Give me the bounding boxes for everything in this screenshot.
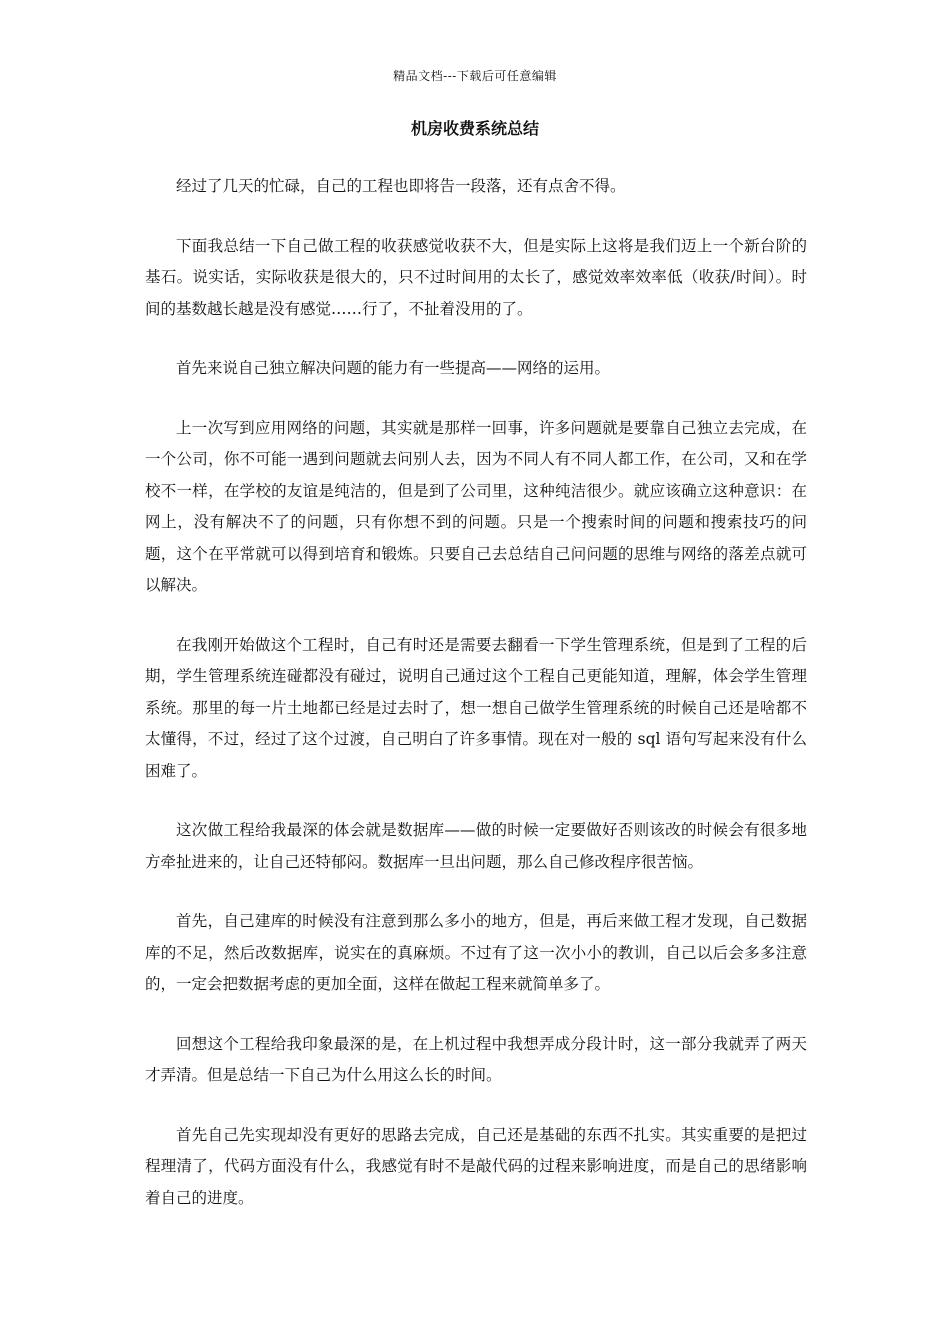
paragraph-4: 上一次写到应用网络的问题，其实就是那样一回事，许多问题就是要靠自己独立去完成，在一个公司，你不可能一遇到问题就去问别人去，因为不同人有不同人都工作，在公司，又和在学校不一样，在学校的友谊是纯洁的，但是到了公司里，这种纯洁很少。就应该确立这种意识：在网上，没有解决不了的问题，只有你想不到的问题。只是一个搜索时间的问题和搜索技巧的问题，这个在平常就可以得到培育和锻炼。只要自己去总结自己问问题的思维与网络的落差点就可以解决。 [145, 418, 807, 594]
document-body [145, 171, 807, 1242]
paragraph-2: 下面我总结一下自己做工程的收获感觉收获不大，但是实际上这将是我们迈上一个新台阶的基石。说实话，实际收获是很大的，只不过时间用的太长了，感觉效率效率低（收获/时间）。时间的基数越长越是没有感觉……行了，不扯着没用的了。 [145, 236, 807, 318]
paragraph-9: 首先自己先实现却没有更好的思路去完成，自己还是基础的东西不扎实。其实重要的是把过程理清了，代码方面没有什么，我感觉有时不是敲代码的过程来影响进度，而是自己的思绪影响着自己的进度。 [145, 1125, 807, 1207]
paragraph-7: 首先，自己建库的时候没有注意到那么多小的地方，但是，再后来做工程才发现，自己数据库的不足，然后改数据库，说实在的真麻烦。不过有了这一次小小的教训，自己以后会多多注意的，一定会把数据考虑的更加全面，这样在做起工程来就简单多了。 [145, 912, 807, 993]
paragraph-3: 首先来说自己独立解决问题的能力有一些提高——网络的运用。 [176, 359, 611, 377]
header-note: 精品文档---下载后可任意编辑 [393, 69, 557, 83]
paragraph-8: 回想这个工程给我印象最深的是，在上机过程中我想弄成分段计时，这一部分我就弄了两天才弄清。但是总结一下自己为什么用这么长的时间。 [145, 1034, 807, 1084]
document-title: 机房收费系统总结 [410, 119, 539, 138]
paragraph-5: 在我刚开始做这个工程时，自己有时还是需要去翻看一下学生管理系统，但是到了工程的后期，学生管理系统连碰都没有碰过，说明自己通过这个工程自己更能知道，理解，体会学生管理系统。那里的每一片土地都已经是过去时了，想一想自己做学生管理系统的时候自己还是啥都不太懂得，不过，经过了这个过渡，自己明白了许多事情。现在对一般的 sql 语句写起来没有什么困难了。 [145, 635, 807, 780]
paragraph-1: 经过了几天的忙碌，自己的工程也即将告一段落，还有点舍不得。 [176, 177, 626, 195]
paragraph-6: 这次做工程给我最深的体会就是数据库——做的时候一定要做好否则该改的时候会有很多地方牵扯进来的，让自己还特郁闷。数据库一旦出问题，那么自己修改程序很苦恼。 [145, 821, 807, 871]
